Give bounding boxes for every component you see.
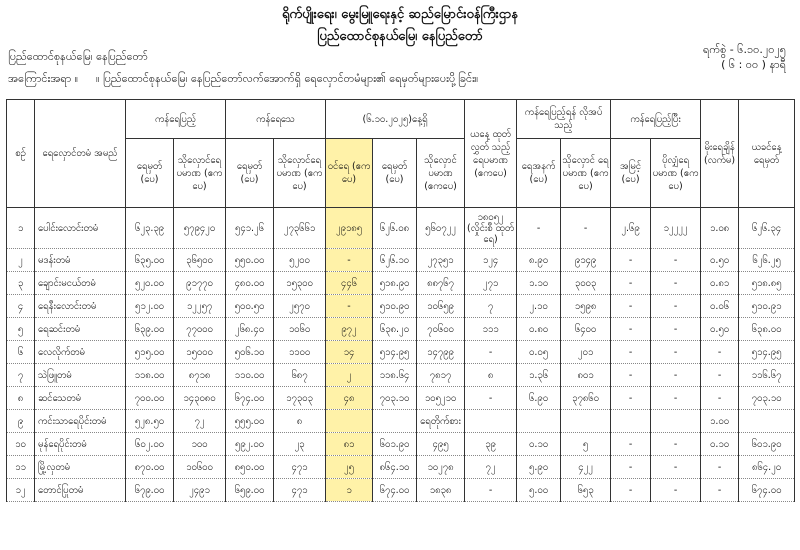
table-row (7, 318, 795, 341)
region-title: ပြည်ထောင်စုနယ်မြေ၊ နေပြည်တော် (317, 29, 483, 44)
table-cell: ၂ (326, 364, 373, 387)
table-cell: ၁ (326, 479, 373, 502)
table-row (7, 341, 795, 364)
table-cell: ၈၀၁ (561, 364, 611, 387)
table-cell: ၀.၁၀ (701, 433, 739, 456)
col-after-height: အမြင့် (ပေ) (611, 139, 651, 208)
table-cell: ၇၀၀.၀၀ (126, 387, 174, 410)
col-released: ယနေ့ ထုတ်လွှတ် သည့် ရေပမာဏ (ဧကပေ) (465, 100, 517, 208)
table-cell: ၀.၈၁ (701, 272, 739, 295)
table-cell: ၂၉၁၈၅ (326, 208, 373, 249)
table-cell: ၁၇၃၀၃ (274, 387, 326, 410)
table-cell: ၅၁၄.၉၅ (373, 341, 417, 364)
table-cell: - (611, 433, 651, 456)
table-cell: ၁၀၂၇၈ (417, 456, 465, 479)
table-cell (517, 410, 561, 433)
table-cell: - (611, 318, 651, 341)
table-cell: ၅၂၀၀ (274, 249, 326, 272)
table-cell: ၆၃၈.၂၀ (373, 318, 417, 341)
table-cell: ၈၇၁၈ (174, 364, 226, 387)
table-cell: ၂၅၇၀ (274, 295, 326, 318)
table-cell: - (651, 456, 701, 479)
table-cell: ၁၁၈.၆၄ (373, 364, 417, 387)
table-cell: ၀.၀၆ (701, 295, 739, 318)
table-cell: ၅၂၈.၅၀ (126, 410, 174, 433)
table-cell: - (701, 341, 739, 364)
table-cell: - (611, 249, 651, 272)
table-cell: - (651, 387, 701, 410)
table-cell: ၅၄၁.၂၆ (226, 208, 274, 249)
table-cell: ၆၃၈.၀၀ (739, 318, 795, 341)
dam-name-cell: ရေဆင်းတမံ (35, 318, 126, 341)
table-cell: ၆၂၆.၁၀ (373, 249, 417, 272)
table-cell: - (611, 295, 651, 318)
table-cell: - (611, 387, 651, 410)
group-needed: ကန်ရေပြည့်ရန် လိုအပ်သည့် (517, 100, 611, 139)
table-cell: ၈ (274, 410, 326, 433)
table-cell: ၁၀၅၂၁၀ (417, 387, 465, 410)
table-cell: ၅ (561, 433, 611, 456)
table-cell: ၆၀၁.၉၀ (739, 433, 795, 456)
table-row (7, 387, 795, 410)
table-cell: ၆၇၄.၀၀ (739, 479, 795, 502)
table-cell: ၆ (7, 341, 35, 364)
table-cell: - (651, 433, 701, 456)
dam-name-cell: မုန်ရေပိုင်းတမံ (35, 433, 126, 456)
table-cell: - (701, 456, 739, 479)
table-cell: - (611, 479, 651, 502)
table-cell: ၁၅၃၀၀ (274, 272, 326, 295)
table-cell: ၇ (7, 364, 35, 387)
table-row (7, 364, 795, 387)
table-cell: ၂.၆၉ (611, 208, 651, 249)
dam-name-cell: သဲဖြူတမံ (35, 364, 126, 387)
table-cell: ၅၆၀၇၂၂ (417, 208, 465, 249)
table-cell: ၂၅ (326, 456, 373, 479)
table-cell: ၇၂ (465, 456, 517, 479)
table-row (7, 479, 795, 502)
table-cell: ၅၁၂.၀၀ (126, 295, 174, 318)
table-cell: - (465, 387, 517, 410)
table-row (7, 433, 795, 456)
dam-name-cell: ဆင်သေတမံ (35, 387, 126, 410)
table-cell: - (651, 318, 701, 341)
table-row (7, 208, 795, 249)
table-cell: ၁၀၆၀ (274, 318, 326, 341)
table-cell: ၁၁၀၀ (274, 341, 326, 364)
table-cell: ၄၉၅ (417, 433, 465, 456)
col-today-volume: သိုလှောင် ပမာဏ (ဧကပေ) (417, 139, 465, 208)
table-cell (561, 410, 611, 433)
table-cell: ၂ (7, 249, 35, 272)
table-cell: - (326, 249, 373, 272)
table-cell (326, 410, 373, 433)
table-cell: ၁၈၀၅၂ (လှိုင်းစီ ထုတ်ရေ) (465, 208, 517, 249)
table-cell: - (701, 387, 739, 410)
table-row (7, 456, 795, 479)
table-cell: ၀.၀၅ (517, 341, 561, 364)
date-line: ရက်စွဲ - ၆.၁၀.၂၀၂၅ (703, 43, 786, 56)
table-cell: ၀.၅၀ (701, 249, 739, 272)
col-dead-level: ရေမှတ် (ပေ) (226, 139, 274, 208)
table-cell: ၆၂၆.၃၄ (739, 208, 795, 249)
table-cell: ၄၂၂ (561, 456, 611, 479)
table-cell: ၁၂၂၂၂ (651, 208, 701, 249)
table-cell: - (701, 479, 739, 502)
table-cell: ၁၂၂၅၇ (174, 295, 226, 318)
table-cell: ၆၄၀၀ (561, 318, 611, 341)
table-cell: ၇၇၀၀၀ (174, 318, 226, 341)
table-cell: ၇၀၆၀၀ (417, 318, 465, 341)
table-cell: ၂၄၉၁ (174, 479, 226, 502)
table-cell: ၁.၀၀ (701, 410, 739, 433)
table-cell: ၅၀၀.၅၀ (226, 295, 274, 318)
table-cell: ၆၀၁.၉၀ (373, 433, 417, 456)
table-cell: ၁၂ (7, 479, 35, 502)
reservoir-water-level-table (6, 99, 795, 502)
group-full-level: ကန်ရေပြည့် (126, 100, 226, 139)
table-cell: ၁.၀၈ (701, 208, 739, 249)
table-cell: ၅၁၄.၉၅ (739, 341, 795, 364)
table-cell: ၁၁၈.၀၀ (126, 364, 174, 387)
col-today-level: ရေမှတ် (ပေ) (373, 139, 417, 208)
table-cell: ၅၁၅.၀၀ (126, 341, 174, 364)
subject-line (8, 72, 478, 88)
table-cell: ၂၇၃၆၆၁ (274, 208, 326, 249)
table-cell: ၅၁၀.၉၁ (739, 295, 795, 318)
table-cell: ၃၇၈၆၀ (561, 387, 611, 410)
table-row (7, 410, 795, 433)
table-cell: - (611, 364, 651, 387)
table-cell: ၂၇၃၅၁ (417, 249, 465, 272)
dam-name-cell: လေလိုက်တမံ (35, 341, 126, 364)
col-dead-volume: သိုလှောင်ရေ ပမာဏ (ဧကပေ) (274, 139, 326, 208)
table-cell: ၆၅၃ (561, 479, 611, 502)
table-cell: ၇ (465, 295, 517, 318)
group-today: (၆.၁၀.၂၀၂၅)နေ့ရှိ (326, 100, 465, 139)
table-cell: ၁၁၀.၀၀ (226, 364, 274, 387)
table-cell: ၁၀၀ (174, 433, 226, 456)
table-cell: ၁၂၄ (465, 249, 517, 272)
table-cell: ၁၄၇၉၉ (417, 341, 465, 364)
date-block (703, 42, 786, 72)
group-dead-level: ကန်ရေသေ (226, 100, 326, 139)
time-line: ( ၆ : ၀၀ ) နာရီ (721, 58, 786, 71)
table-cell: ၆၀၂.၀၀ (126, 433, 174, 456)
subject-label: အကြောင်းအရာ ။ (8, 72, 79, 85)
table-cell: ၄၈ (326, 387, 373, 410)
table-cell: ၁၅၉၈ (561, 295, 611, 318)
table-cell: ၀.၅၀ (701, 318, 739, 341)
table-cell: ၆.၉၀ (517, 387, 561, 410)
table-cell: - (517, 208, 561, 249)
table-cell: - (651, 295, 701, 318)
table-cell: ၁၄၃၀၈၀ (174, 387, 226, 410)
table-cell: ၁၁၁ (465, 318, 517, 341)
table-cell: ၉၁၇၇၀ (174, 272, 226, 295)
dam-name-cell: ရေနီးလောင်းတမံ (35, 295, 126, 318)
col-need-depth: ရေအနက် (ပေ) (517, 139, 561, 208)
table-cell: - (651, 249, 701, 272)
table-body (7, 208, 795, 502)
group-after-full: ကန်ရေပြည့်ပြီး (611, 100, 701, 139)
col-full-volume: သိုလှောင်ရေ ပမာဏ (ဧကပေ) (174, 139, 226, 208)
col-dam-name: ရေလှောင်တမံ အမည် (35, 100, 126, 208)
table-cell: - (651, 364, 701, 387)
table-cell: ၆၅၉.၀၀ (226, 479, 274, 502)
col-need-volume: သိုလှောင် ရေ ပမာဏ (ဧကပေ) (561, 139, 611, 208)
table-cell: ၃၉ (465, 433, 517, 456)
table-cell: ၈၆၄.၁၀ (373, 456, 417, 479)
col-inflow: ဝင်ရေ (ဧကပေ) (326, 139, 373, 208)
table-cell: ၈၁ (326, 433, 373, 456)
table-cell: ၅၁၈.၉၀ (373, 272, 417, 295)
table-cell: - (651, 479, 701, 502)
col-overflow-volume: ပိုလျှံရေ ပမာဏ (ဧကပေ) (651, 139, 701, 208)
table-cell: ၂၇၁ (465, 272, 517, 295)
dam-name-cell: မဒန်းတမံ (35, 249, 126, 272)
table-cell: ရေတိုက်စား (417, 410, 465, 433)
table-cell: ၅ (7, 318, 35, 341)
table-cell: ၂.၁၀ (517, 295, 561, 318)
table-cell: ၁၅၀၀၀ (174, 341, 226, 364)
table-cell: - (611, 272, 651, 295)
table-cell: ၃၆၅၀၀ (174, 249, 226, 272)
dam-name-cell: ချောင်းမငယ်တမံ (35, 272, 126, 295)
table-cell: ၇၂ (174, 410, 226, 433)
dam-name-cell: မြို့လှတမံ (35, 456, 126, 479)
table-cell: ၆၂၆.၀၈ (373, 208, 417, 249)
table-cell: ၉၇၂ (326, 318, 373, 341)
table-cell (739, 410, 795, 433)
table-cell: ၂၆၈.၄၀ (226, 318, 274, 341)
table-cell: ၂၀၁ (561, 341, 611, 364)
table-cell: ၈ (7, 387, 35, 410)
table-cell: ၅၁၀.၉၀ (373, 295, 417, 318)
table-cell: - (611, 341, 651, 364)
table-cell: ၂၃ (274, 433, 326, 456)
table-cell: ၁၁ (7, 456, 35, 479)
table-cell: ၈၅၀.၀၀ (226, 456, 274, 479)
table-cell: ၃၀၀၃ (561, 272, 611, 295)
table-cell: ၈၆၄.၂၀ (739, 456, 795, 479)
subject-text: ။ ပြည်ထောင်စုနယ်မြေ၊ နေပြည်တော်လက်အောက်ရှိ ရေလှောင်တမံများ၏ ရေမှတ်များပေးပို့ခြင်း။ (96, 72, 479, 85)
table-cell: ၅၁၈.၈၅ (739, 272, 795, 295)
table-cell: ၆၇၄.၀၀ (373, 479, 417, 502)
table-cell: ၄၄၆ (326, 272, 373, 295)
table-cell: ၃ (7, 272, 35, 295)
table-cell: ၁ (7, 208, 35, 249)
table-cell: ၄၇၁ (274, 456, 326, 479)
dam-name-cell: တောင်ပြုတမံ (35, 479, 126, 502)
table-cell (651, 410, 701, 433)
table-cell: - (651, 272, 701, 295)
table-cell: - (326, 295, 373, 318)
table-cell: ၅၅၅.၀၀ (226, 410, 274, 433)
table-cell: ၈၇၀.၀၀ (126, 456, 174, 479)
location-line: ပြည်ထောင်စုနယ်မြေ၊ နေပြည်တော် (8, 50, 148, 63)
table-cell: ၄ (7, 295, 35, 318)
table-cell (465, 410, 517, 433)
table-row (7, 272, 795, 295)
col-rainfall: မိုးရေချိန် (လက်မ) (701, 100, 739, 208)
table-cell: ၁.၁၀ (517, 272, 561, 295)
table-cell: ၆၃၅.၀၀ (126, 249, 174, 272)
table-cell: ၅.၉၀ (517, 456, 561, 479)
table-cell: ၅၂၀.၀၀ (126, 272, 174, 295)
table-cell: ၈ (465, 364, 517, 387)
table-cell: ၁၀၆၅၉ (417, 295, 465, 318)
table-cell: ၈၈၇၆၇ (417, 272, 465, 295)
table-cell: ၉၁၄၉ (561, 249, 611, 272)
table-cell: ၇၀၃.၁၀ (373, 387, 417, 410)
col-prev-level: ယခင်နေ့ ရေမှတ် (739, 100, 795, 208)
table-cell: ၄၇၁ (274, 479, 326, 502)
table-cell: ၁၈၃၈ (417, 479, 465, 502)
table-cell: ၅၅၀.၀၀ (226, 249, 274, 272)
table-cell: ၇၈၁၇ (417, 364, 465, 387)
table-cell: ၆၂၆.၂၅ (739, 249, 795, 272)
table-cell (373, 410, 417, 433)
table-cell: ၁၁၆.၆၇ (739, 364, 795, 387)
col-full-level: ရေမှတ် (ပေ) (126, 139, 174, 208)
table-cell: - (465, 479, 517, 502)
table-cell: ၉ (7, 410, 35, 433)
table-cell (611, 410, 651, 433)
dam-name-cell: ပေါင်းလောင်းတမံ (35, 208, 126, 249)
table-cell: ၀.၈၀ (517, 318, 561, 341)
table-cell: - (561, 208, 611, 249)
table-cell: ၁၄ (326, 341, 373, 364)
table-cell: - (651, 341, 701, 364)
table-cell: ၅၀၆.၁၀ (226, 341, 274, 364)
table-cell: ၇၀၃.၁၀ (739, 387, 795, 410)
table-cell: - (611, 456, 651, 479)
table-cell: ၆၈၇ (274, 364, 326, 387)
dam-name-cell: ကင်းသာရေပိုင်းတမံ (35, 410, 126, 433)
table-cell: ၆၇၉.၀၀ (126, 479, 174, 502)
table-cell: - (701, 364, 739, 387)
ministry-title: ရိုက်ပျိုးရေး၊ မွေးမြူရေးနှင့် ဆည်မြောင်းဝန်ကြီးဌာန (281, 7, 519, 22)
table-cell: ၁၀ (7, 433, 35, 456)
table-row (7, 249, 795, 272)
table-cell: ၅၉၂.၀၀ (226, 433, 274, 456)
table-cell: ၅.၀၀ (517, 479, 561, 502)
table-cell: ၆၇၄.၀၀ (226, 387, 274, 410)
table-cell: ၅၇၉၄၂၀ (174, 208, 226, 249)
table-cell: ၁.၃၆ (517, 364, 561, 387)
table-cell: ၆၃၉.၀၀ (126, 318, 174, 341)
table-cell: ၈.၉၀ (517, 249, 561, 272)
col-no: စဉ် (7, 100, 35, 208)
table-cell: ၄၈၀.၀၀ (226, 272, 274, 295)
table-cell: ၁၀၆၀၀ (174, 456, 226, 479)
table-row (7, 295, 795, 318)
table-cell: ၀.၁၀ (517, 433, 561, 456)
table-cell: - (465, 341, 517, 364)
table-cell: ၆၂၃.၃၉ (126, 208, 174, 249)
